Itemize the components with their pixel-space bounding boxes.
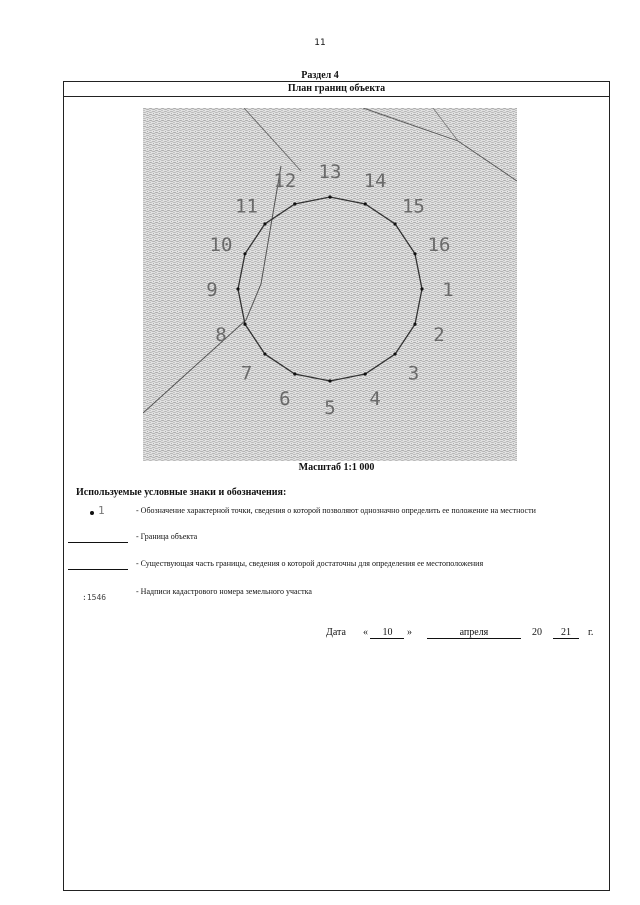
legend-cadastral-text: - Надписи кадастрового номера земельного участка: [136, 587, 312, 596]
date-label: Дата: [326, 627, 346, 638]
date-suffix: г.: [587, 627, 594, 638]
legend-point-number: 1: [98, 504, 105, 517]
vertex-label: 6: [279, 388, 291, 411]
vertex-label: 3: [407, 362, 420, 385]
date-year: 21: [553, 627, 579, 639]
vertex-label: 12: [273, 169, 297, 192]
legend-existing-line: [68, 569, 128, 570]
vertex-label: 4: [369, 388, 381, 411]
vertex-point: [263, 352, 266, 355]
vertex-label: 16: [427, 233, 451, 256]
vertex-point: [263, 222, 266, 225]
section-title: Раздел 4: [301, 70, 339, 81]
vertex-label: 13: [318, 161, 342, 183]
vertex-point: [293, 372, 296, 375]
vertex-point: [413, 323, 416, 326]
date-century: 20: [531, 627, 542, 638]
vertex-point: [243, 323, 246, 326]
vertex-point: [364, 372, 367, 375]
legend-point-symbol: [68, 506, 128, 522]
plan-title: План границ объекта: [64, 82, 609, 97]
vertex-label: 1: [442, 279, 454, 301]
legend-boundary-line: [68, 542, 128, 543]
date-month: апреля: [427, 627, 521, 639]
legend-cadastral-symbol: [68, 587, 128, 603]
vertex-label: 14: [363, 169, 387, 192]
legend-boundary-text: - Граница объекта: [136, 532, 198, 541]
vertex-label: 10: [209, 233, 233, 256]
vertex-point: [393, 352, 396, 355]
vertex-point: [328, 379, 331, 382]
vertex-label: 7: [240, 362, 253, 385]
vertex-point: [393, 222, 396, 225]
legend-point-text: - Обозначение характерной точки, сведения о которой позволяют однозначно определить ее положение на местности: [136, 506, 536, 515]
vertex-label: 15: [401, 195, 425, 218]
vertex-label: 11: [235, 195, 259, 218]
date-day: 10: [370, 627, 404, 639]
vertex-point: [236, 287, 239, 290]
legend-existing-text: - Существующая часть границы, сведения о которой достаточны для определения ее местоположения: [136, 559, 484, 568]
vertex-point: [243, 252, 246, 255]
page-number: 11: [314, 38, 326, 48]
date-close-quote: »: [406, 627, 412, 638]
scale-label: Масштаб 1:1 000: [298, 462, 375, 473]
vertex-point: [328, 195, 331, 198]
date-line: [326, 627, 593, 639]
point-dot-icon: [90, 511, 94, 515]
vertex-label: 9: [206, 279, 218, 301]
legend-title: Используемые условные знаки и обозначения:: [76, 487, 287, 498]
vertex-point: [364, 202, 367, 205]
vertex-label: 8: [215, 324, 227, 347]
plan-frame: [63, 81, 610, 891]
vertex-point: [293, 202, 296, 205]
date-open-quote: «: [362, 627, 368, 638]
vertex-point: [420, 287, 423, 290]
boundary-map: [143, 108, 517, 461]
legend-cadastral-sample: :1546: [82, 593, 107, 602]
vertex-label: 5: [324, 397, 336, 419]
vertex-point: [413, 252, 416, 255]
vertex-label: 2: [433, 324, 445, 347]
